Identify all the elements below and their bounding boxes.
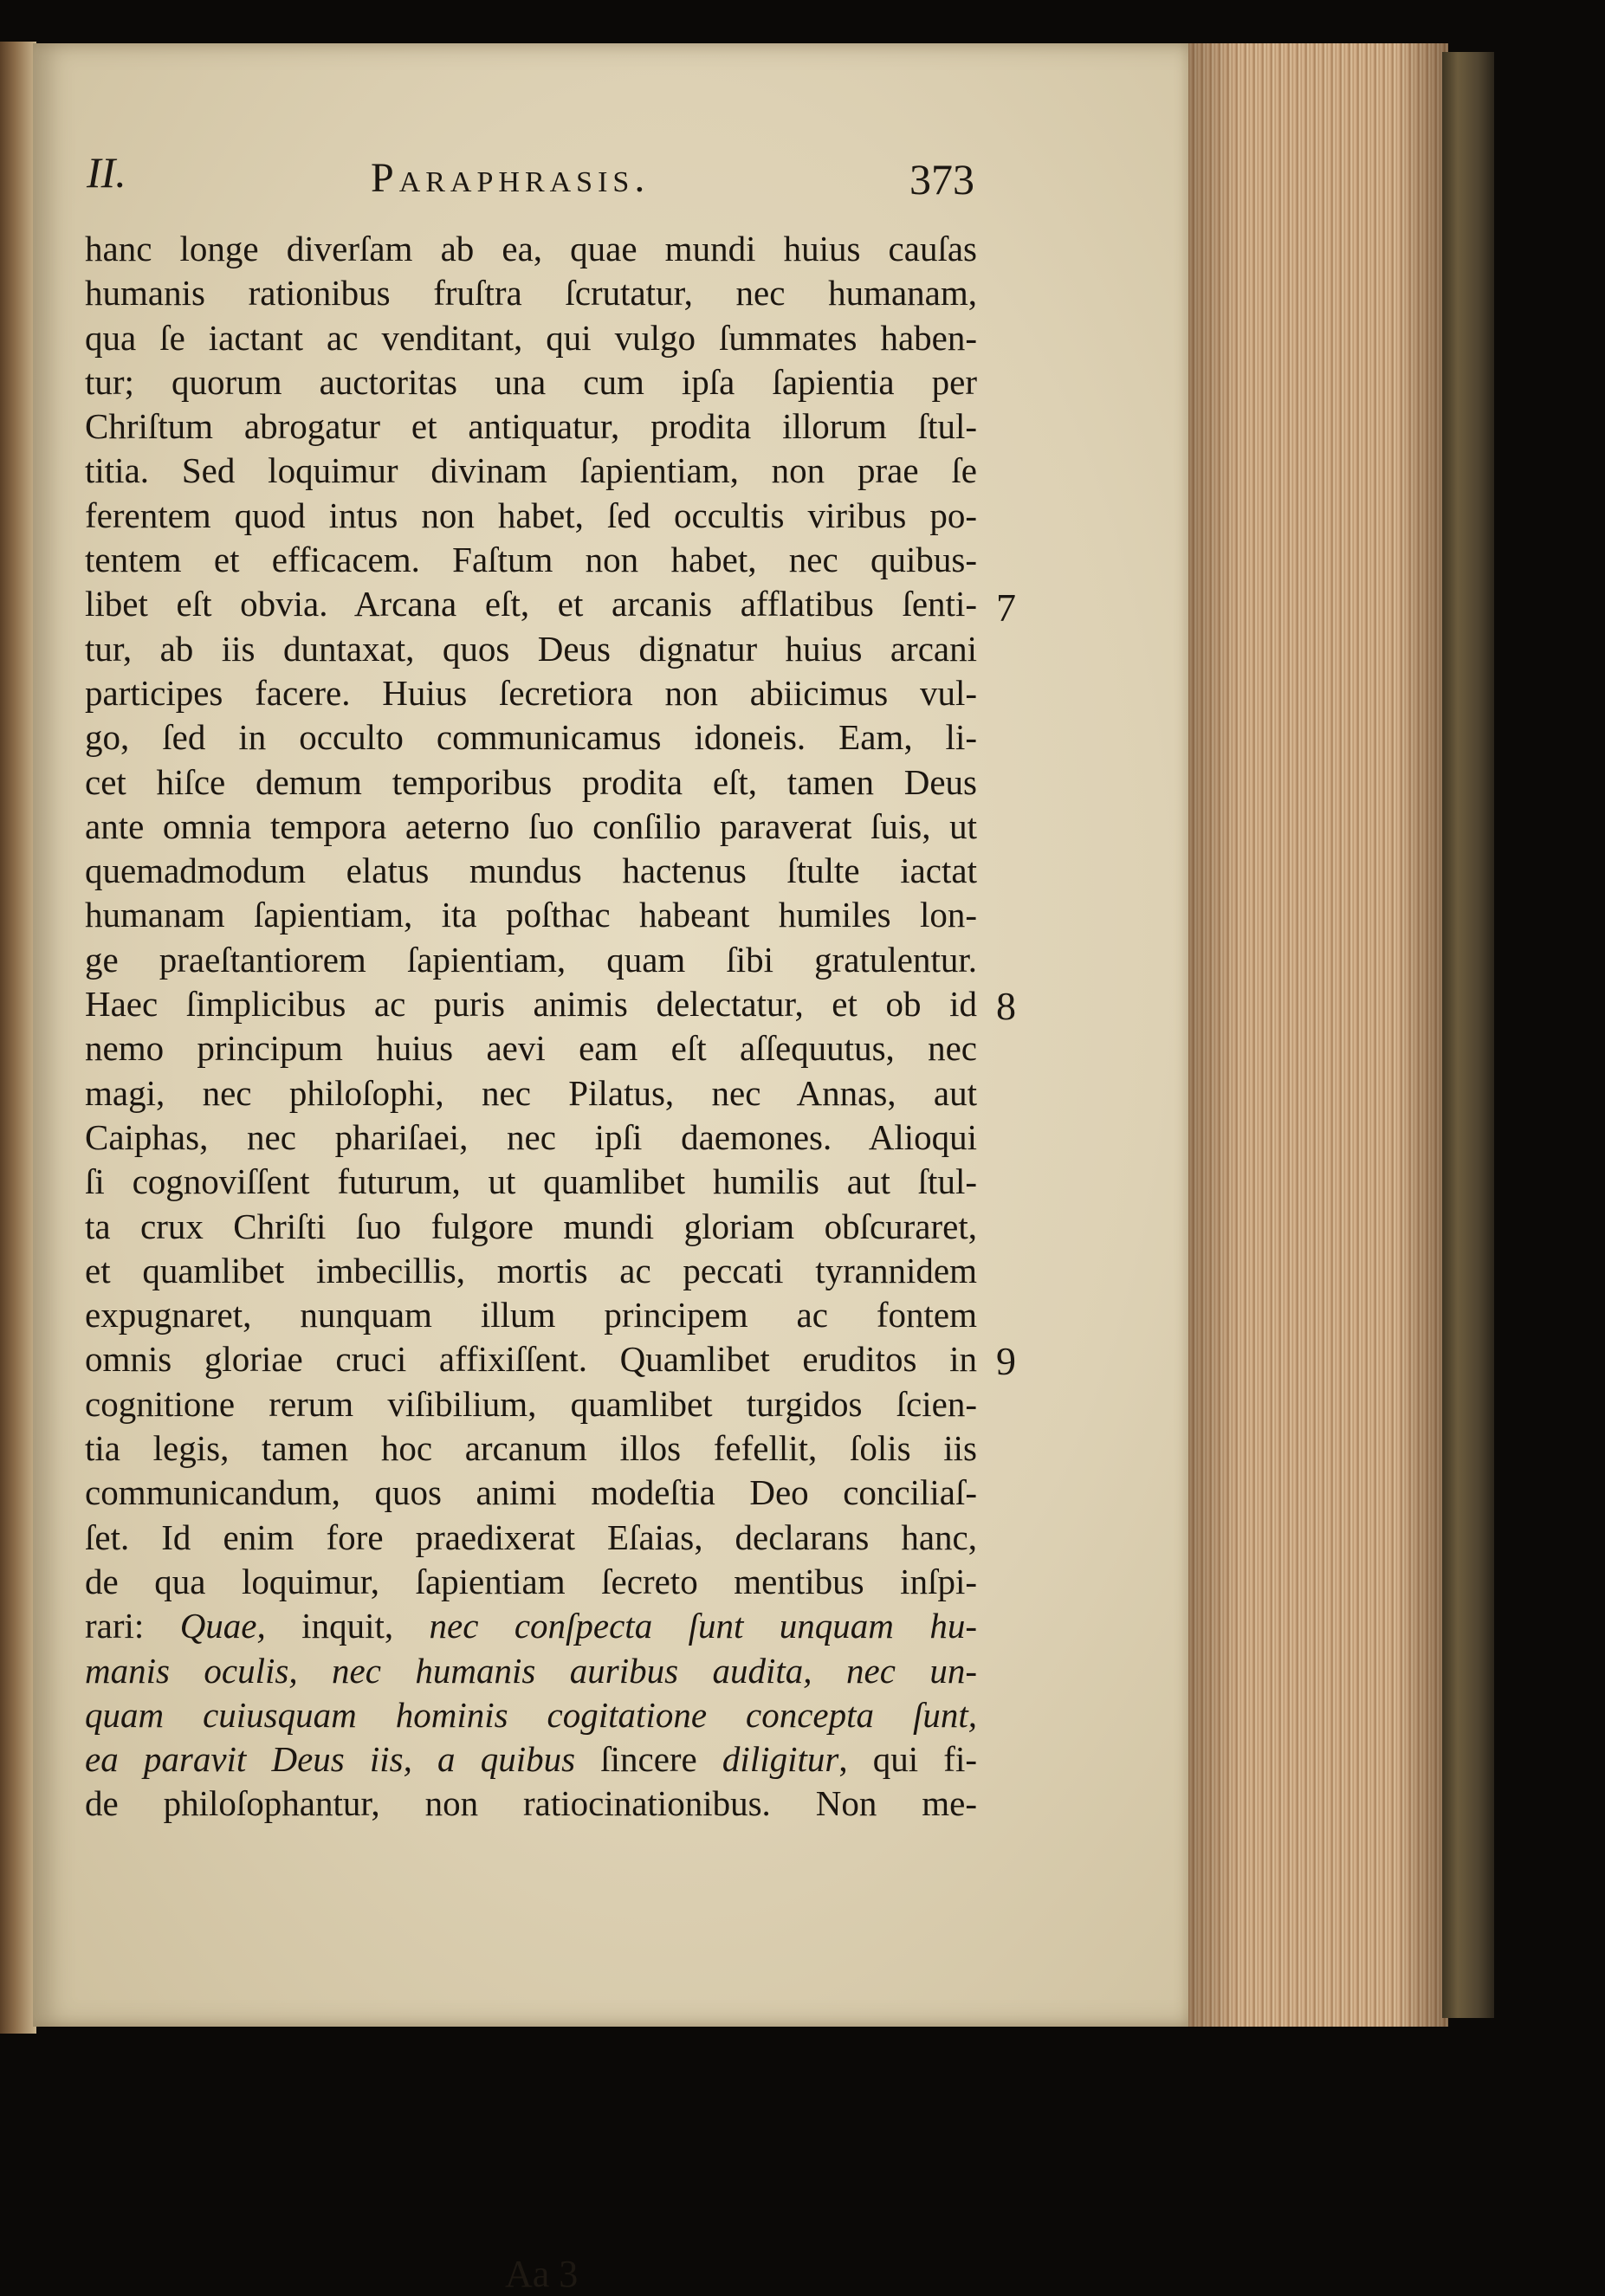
- text-italic: nec conſpecta ſunt unquam hu-: [429, 1606, 977, 1646]
- text-line: expugnaret, nunquam illum principem ac fontem: [85, 1295, 977, 1336]
- printer-signature-mark: Aa 3: [505, 2253, 579, 2295]
- margin-verse-number: 8: [996, 984, 1016, 1028]
- text-line-mixed: [85, 1737, 977, 1782]
- text-italic: diligitur: [722, 1739, 839, 1780]
- body-text: [85, 227, 977, 1827]
- text-line: Chriſtum abrogatur et antiquatur, prodita illorum ſtul-: [85, 406, 977, 447]
- text-line: ſi cognoviſſent futurum, ut quamlibet humilis aut ſtul-: [85, 1161, 977, 1202]
- previous-page-edge: [0, 42, 36, 2034]
- text-line: magi, nec philoſophi, nec Pilatus, nec Annas, aut: [85, 1072, 977, 1113]
- book-cover-edge: [1442, 52, 1494, 2018]
- chapter-number: II.: [87, 148, 126, 197]
- text-line: tentem et efficacem. Faſtum non habet, nec quibus-: [85, 540, 977, 580]
- text-line: tur; quorum auctoritas una cum ipſa ſapientia per: [85, 361, 977, 402]
- text-line: humanis rationibus fruſtra ſcrutatur, nec humanam,: [85, 273, 977, 314]
- text-line: participes facere. Huius ſecretiora non abiicimus vul-: [85, 672, 977, 713]
- text-line: ta crux Chriſti ſuo fulgore mundi gloriam obſcuraret,: [85, 1206, 977, 1246]
- text-line: quemadmodum elatus mundus hactenus ſtulte iactat: [85, 850, 977, 891]
- margin-verse-number: 7: [996, 585, 1016, 630]
- text-roman: , qui fi-: [838, 1739, 978, 1780]
- text-line: humanam ſapientiam, ita poſthac habeant humiles lon-: [85, 895, 977, 935]
- text-italic: Quae,: [179, 1606, 302, 1646]
- text-roman: rari:: [85, 1606, 180, 1646]
- text-line: hanc longe diverſam ab ea, quae mundi huius cauſas: [85, 229, 977, 268]
- text-roman: inquit,: [301, 1606, 430, 1646]
- text-line: ge praeſtantiorem ſapientiam, quam ſibi gratulentur.: [85, 939, 977, 980]
- text-line: cognitione rerum viſibilium, quamlibet turgidos ſcien-: [85, 1383, 977, 1424]
- text-line: titia. Sed loquimur divinam ſapientiam, non prae ſe: [85, 450, 977, 491]
- text-italic: ea paravit Deus iis, a quibus: [85, 1739, 601, 1780]
- text-roman: ſincere: [600, 1739, 722, 1780]
- text-line-mixed: [85, 1604, 977, 1648]
- text-line: communicandum, quos animi modeſtia Deo conciliaſ-: [85, 1472, 977, 1513]
- text-line: libet eſt obvia. Arcana eſt, et arcanis afflatibus ſenti-: [85, 584, 977, 624]
- running-header: [0, 147, 1605, 217]
- book-fore-edge: [1188, 43, 1448, 2027]
- text-line: Haec ſimplicibus ac puris animis delectatur, et ob id: [85, 984, 977, 1025]
- text-line: ante omnia tempora aeterno ſuo conſilio paraverat ſuis, ut: [85, 805, 977, 846]
- margin-verse-number: 9: [996, 1339, 1016, 1383]
- text-line: qua ſe iactant ac venditant, qui vulgo ſummates haben-: [85, 317, 977, 358]
- text-line: de philoſophantur, non ratiocinationibus. Non me-: [85, 1783, 977, 1824]
- text-line: et quamlibet imbecillis, mortis ac peccati tyrannidem: [85, 1250, 977, 1290]
- text-line: tur, ab iis duntaxat, quos Deus dignatur huius arcani: [85, 628, 977, 669]
- text-line: ſet. Id enim fore praedixerat Eſaias, declarans hanc,: [85, 1517, 977, 1557]
- text-line: ferentem quod intus non habet, ſed occultis viribus po-: [85, 495, 977, 535]
- running-title: Paraphrasis.: [371, 155, 650, 201]
- text-line: cet hiſce demum temporibus prodita eſt, tamen Deus: [85, 761, 977, 802]
- text-line: omnis gloriae cruci affixiſſent. Quamlibet eruditos in: [85, 1339, 977, 1380]
- text-line: go, ſed in occulto communicamus idoneis. Eam, li-: [85, 717, 977, 758]
- text-line-italic: quam cuiusquam hominis cogitatione concepta ſunt,: [85, 1694, 977, 1735]
- page-number: 373: [909, 155, 974, 204]
- text-line: de qua loquimur, ſapientiam ſecreto mentibus inſpi-: [85, 1561, 977, 1601]
- text-line-italic: manis oculis, nec humanis auribus audita, nec un-: [85, 1650, 977, 1691]
- text-line: tia legis, tamen hoc arcanum illos fefellit, ſolis iis: [85, 1428, 977, 1469]
- text-line: nemo principum huius aevi eam eſt aſſequutus, nec: [85, 1028, 977, 1069]
- text-line: Caiphas, nec phariſaei, nec ipſi daemones. Alioqui: [85, 1116, 977, 1157]
